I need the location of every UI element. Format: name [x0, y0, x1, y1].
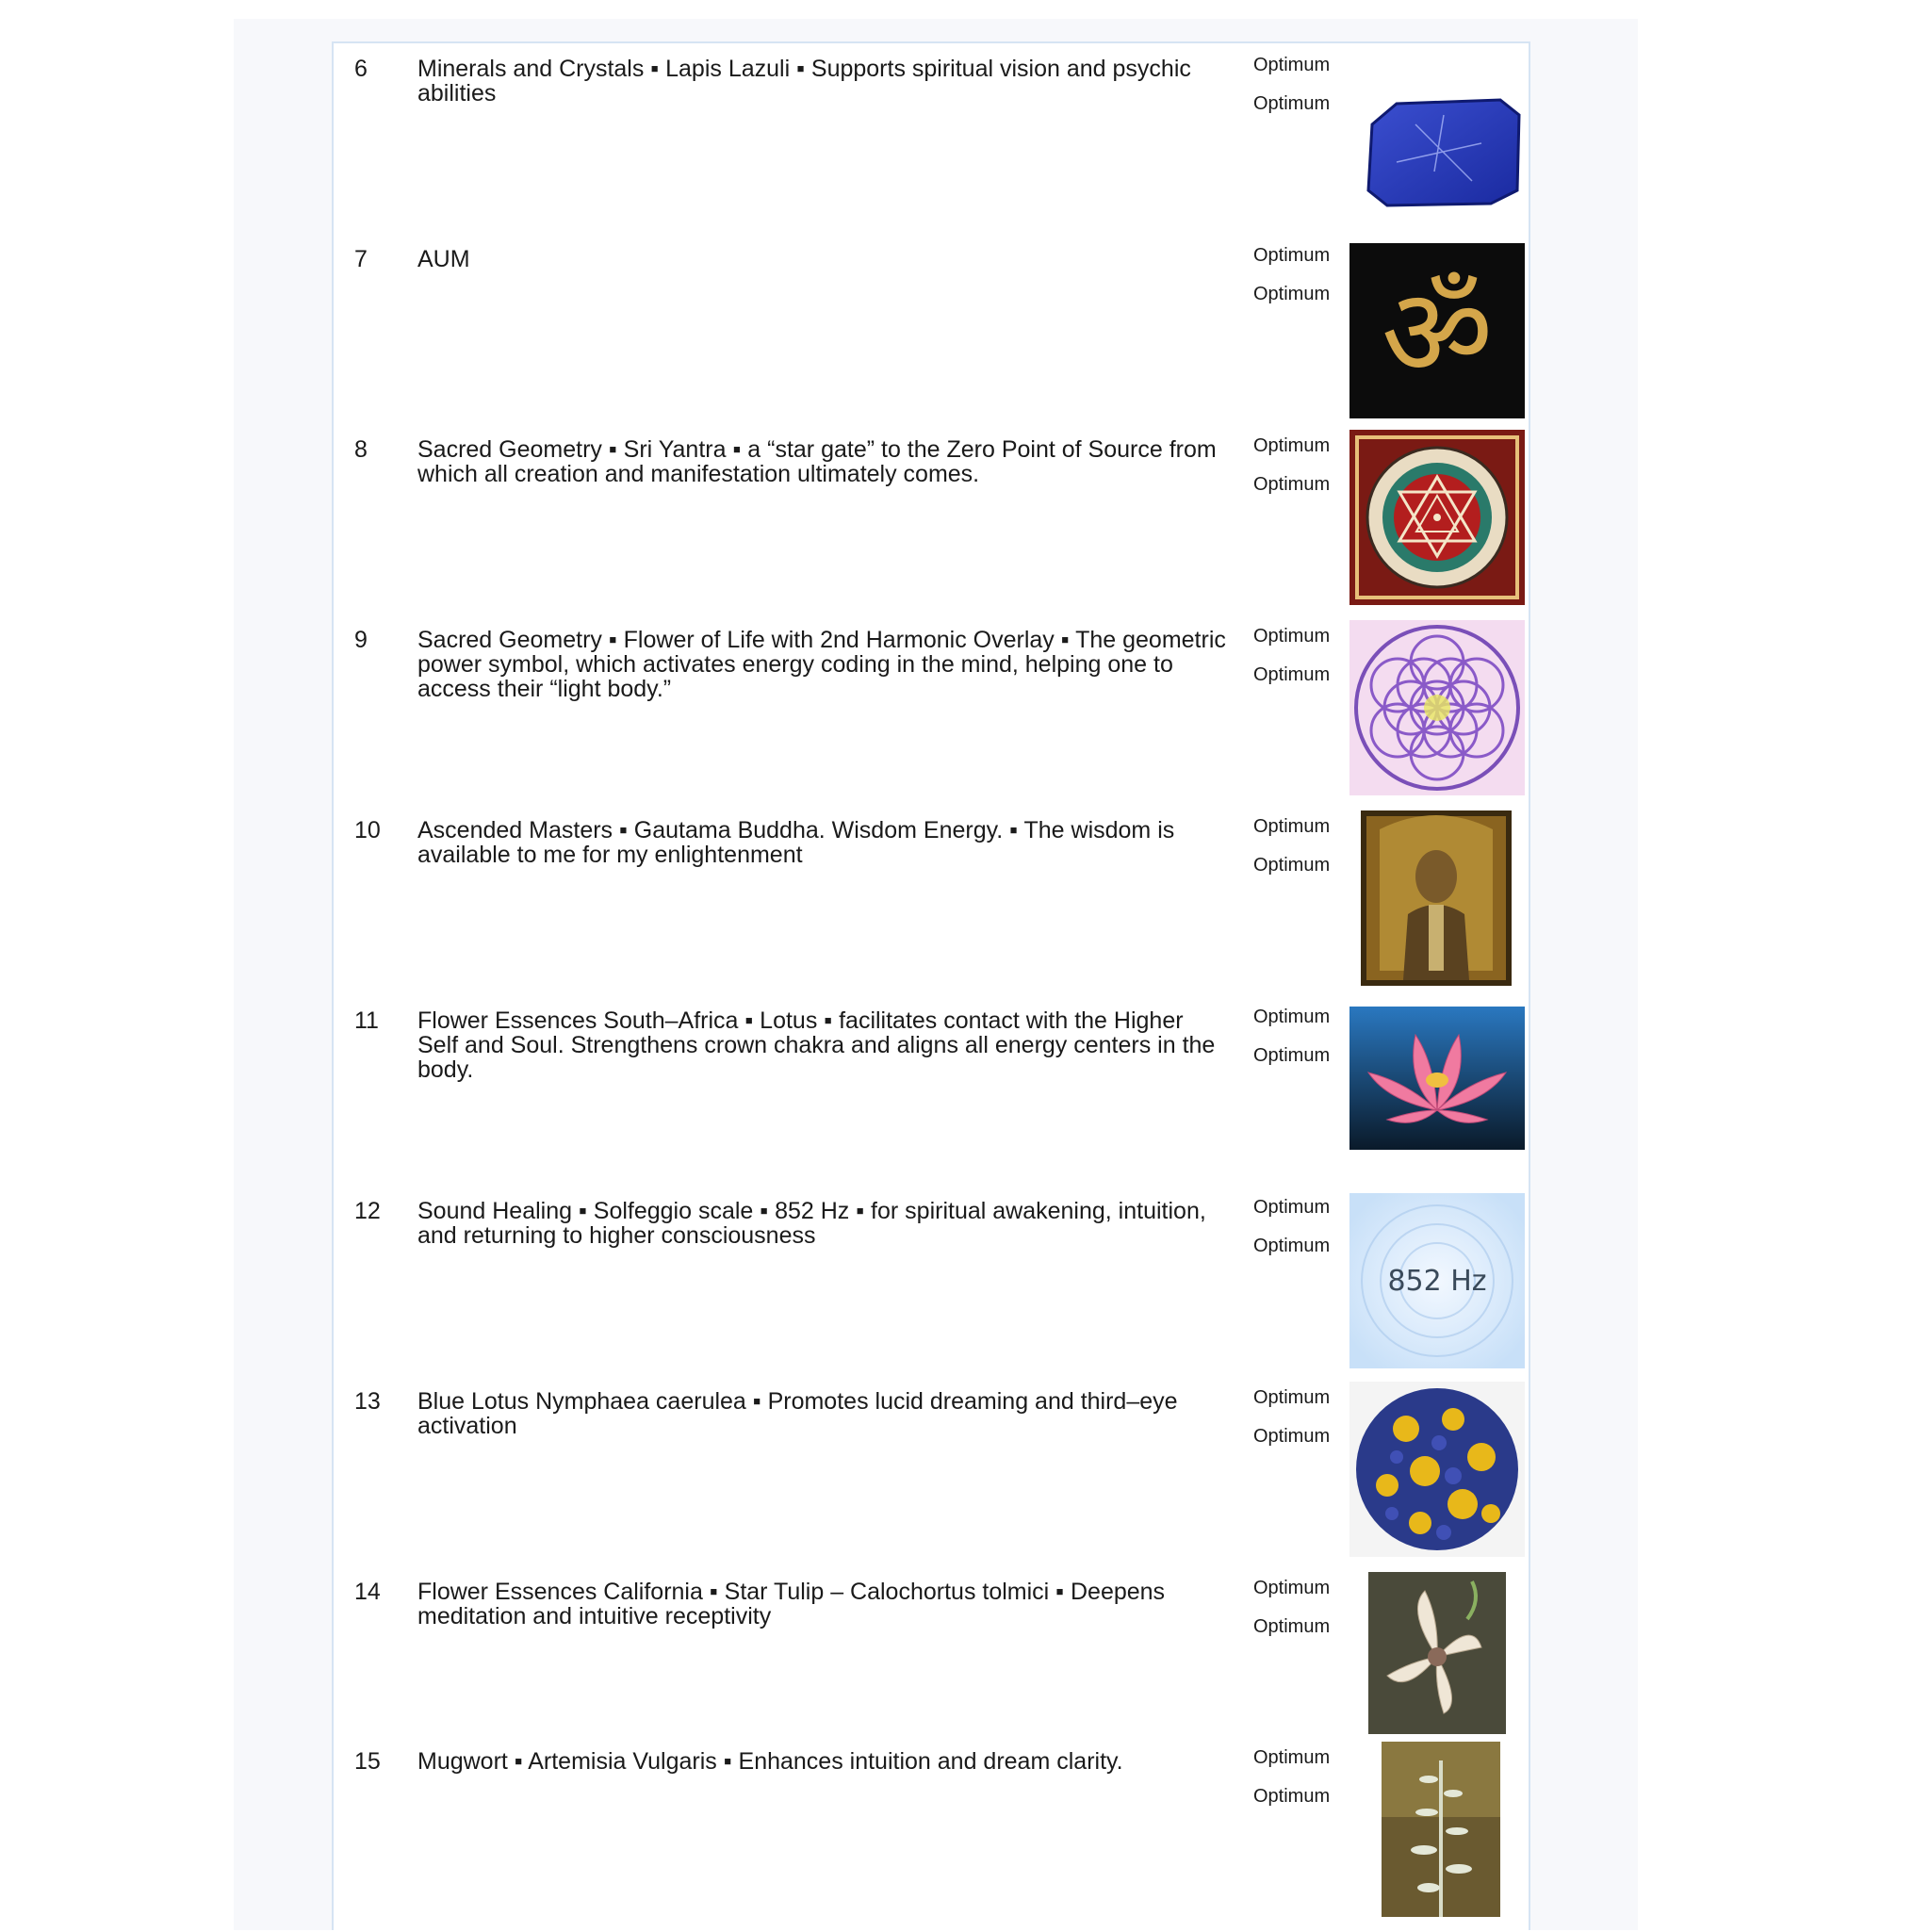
row-description: Flower Essences South–Africa ▪ Lotus ▪ facilitates contact with the Higher Self and Soul. Strengthens crown chakra and aligns all energy centers in the body.	[417, 1007, 1216, 1083]
svg-text:ॐ: ॐ	[1381, 261, 1494, 404]
row-number: 12	[354, 1198, 381, 1224]
table-row	[334, 1382, 1529, 1572]
blue-lotus-image	[1349, 1382, 1525, 1557]
row-number: 14	[354, 1579, 381, 1605]
row-number: 7	[354, 246, 368, 272]
table-row	[334, 620, 1529, 810]
remedy-table	[332, 41, 1530, 1930]
status-label: Optimum	[1253, 1578, 1331, 1598]
row-description: Minerals and Crystals ▪ Lapis Lazuli ▪ Supports spiritual vision and psychic abilities	[417, 56, 1191, 106]
sri-yantra-image	[1349, 430, 1525, 605]
row-description: Sacred Geometry ▪ Flower of Life with 2nd Harmonic Overlay ▪ The geometric power symbol, which activates energy coding in the mind, helping one to access their “light body.”	[417, 627, 1226, 702]
table-row	[334, 430, 1529, 620]
status-label: Optimum	[1253, 1747, 1331, 1768]
status-label: Optimum	[1253, 1387, 1331, 1408]
table-row	[334, 239, 1529, 430]
row-number: 11	[354, 1007, 379, 1034]
row-description: AUM	[417, 246, 470, 272]
star-tulip-image	[1368, 1572, 1506, 1734]
buddha-statue-image	[1361, 810, 1512, 986]
table-row	[334, 810, 1529, 1001]
status-label: Optimum	[1253, 1007, 1331, 1027]
status-label: Optimum	[1253, 1236, 1331, 1256]
row-description: Sound Healing ▪ Solfeggio scale ▪ 852 Hz ▪ for spiritual awakening, intuition, and returning to higher consciousness	[417, 1198, 1206, 1249]
table-row	[334, 1191, 1529, 1382]
status-label: Optimum	[1253, 474, 1331, 495]
row-number: 13	[354, 1388, 381, 1415]
table-row	[334, 1742, 1529, 1932]
row-number: 6	[354, 56, 368, 82]
table-row	[334, 49, 1529, 239]
status-label: Optimum	[1253, 1045, 1331, 1066]
table-row	[334, 1001, 1529, 1191]
status-label: Optimum	[1253, 816, 1331, 837]
852hz-image	[1349, 1193, 1525, 1368]
mugwort-plant-image	[1382, 1742, 1500, 1917]
table-row	[334, 1572, 1529, 1762]
row-number: 15	[354, 1748, 381, 1775]
status-label: Optimum	[1253, 626, 1331, 647]
pink-lotus-image	[1349, 1007, 1525, 1150]
852hz-label: 852 Hz	[1387, 1265, 1487, 1298]
status-label: Optimum	[1253, 93, 1331, 114]
row-number: 10	[354, 817, 381, 843]
row-description: Flower Essences California ▪ Star Tulip – Calochortus tolmici ▪ Deepens meditation and intuitive receptivity	[417, 1579, 1166, 1629]
status-label: Optimum	[1253, 245, 1331, 266]
status-label: Optimum	[1253, 664, 1331, 685]
status-label: Optimum	[1253, 855, 1331, 876]
flower-of-life-image	[1349, 620, 1525, 795]
status-label: Optimum	[1253, 435, 1331, 456]
status-label: Optimum	[1253, 284, 1331, 304]
status-label: Optimum	[1253, 1616, 1331, 1637]
row-description: Blue Lotus Nymphaea caerulea ▪ Promotes lucid dreaming and third–eye activation	[417, 1388, 1178, 1439]
om-symbol-image	[1349, 243, 1525, 418]
row-description: Sacred Geometry ▪ Sri Yantra ▪ a “star gate” to the Zero Point of Source from which all creation and manifestation ultimately comes.	[417, 436, 1217, 487]
status-label: Optimum	[1253, 1786, 1331, 1807]
row-number: 8	[354, 436, 368, 463]
lapis-lazuli-image	[1359, 87, 1525, 219]
row-description: Mugwort ▪ Artemisia Vulgaris ▪ Enhances intuition and dream clarity.	[417, 1748, 1123, 1775]
row-number: 9	[354, 627, 368, 653]
row-description: Ascended Masters ▪ Gautama Buddha. Wisdom Energy. ▪ The wisdom is available to me for my enlightenment	[417, 817, 1175, 868]
status-label: Optimum	[1253, 1197, 1331, 1218]
status-label: Optimum	[1253, 55, 1331, 75]
status-label: Optimum	[1253, 1426, 1331, 1447]
